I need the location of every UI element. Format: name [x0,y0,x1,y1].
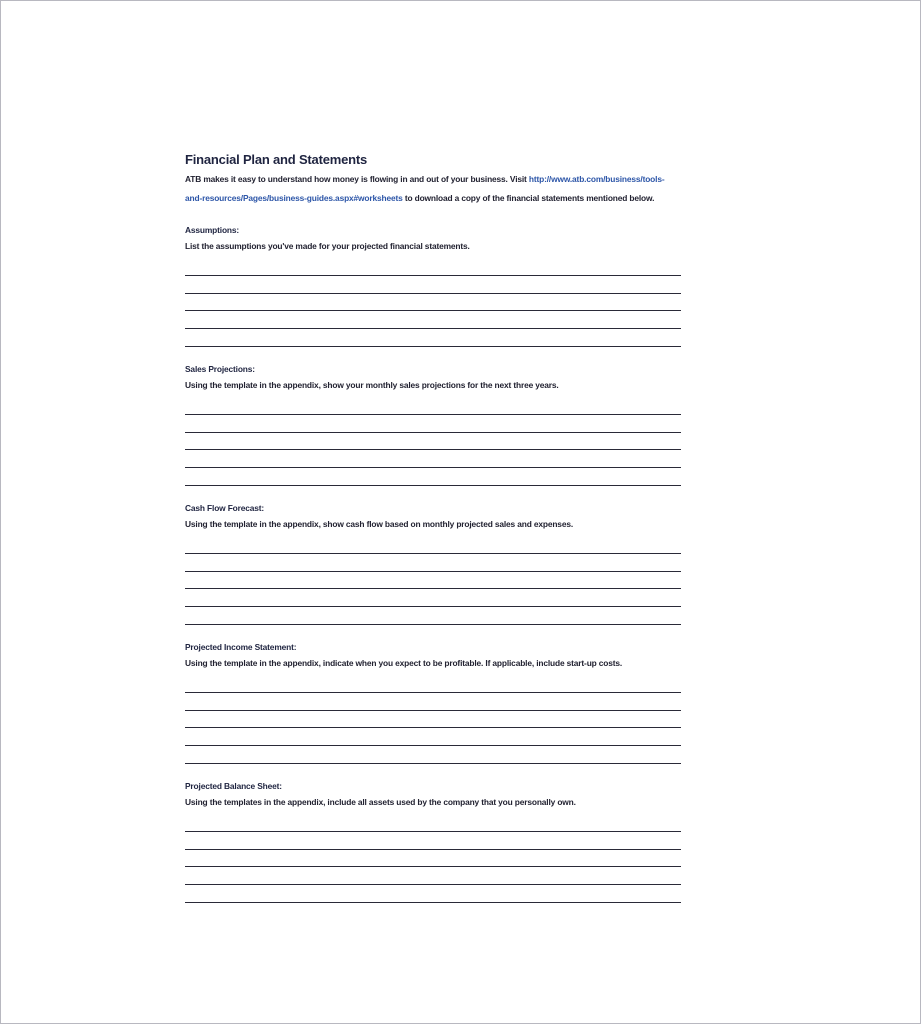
section-heading: Cash Flow Forecast: [185,502,265,513]
answer-line[interactable] [185,468,681,486]
answer-line[interactable] [185,746,681,764]
answer-line[interactable] [185,607,681,625]
answer-line[interactable] [185,276,681,294]
answer-line[interactable] [185,397,681,415]
section-cash-flow-forecast [185,500,681,625]
answer-line[interactable] [185,311,681,329]
answer-line[interactable] [185,711,681,729]
answer-line[interactable] [185,572,681,590]
answer-line[interactable] [185,433,681,451]
section-description: List the assumptions you've made for your projected financial statements. [185,241,470,251]
section-description: Using the template in the appendix, show cash flow based on monthly projected sales and expenses. [185,518,574,529]
answer-line[interactable] [185,536,681,554]
section-projected-balance-sheet [185,778,681,903]
answer-line[interactable] [185,832,681,850]
section-description: Using the template in the appendix, indicate when you expect to be profitable. If applicable, include start-up costs. [185,657,623,668]
answer-line[interactable] [185,850,681,868]
section-heading: Projected Income Statement: [185,641,297,652]
answer-lines[interactable] [185,536,681,625]
answer-lines[interactable] [185,258,681,347]
answer-line[interactable] [185,329,681,347]
answer-line[interactable] [185,814,681,832]
answer-line[interactable] [185,450,681,468]
answer-line[interactable] [185,294,681,312]
section-description: Using the template in the appendix, show your monthly sales projections for the next three years. [185,379,559,390]
page-title: Financial Plan and Statements [185,152,368,167]
answer-line[interactable] [185,415,681,433]
answer-lines[interactable] [185,814,681,903]
answer-lines[interactable] [185,675,681,764]
answer-line[interactable] [185,675,681,693]
section-heading: Sales Projections: [185,363,255,374]
section-heading: Assumptions: [185,225,240,235]
answer-line[interactable] [185,554,681,572]
answer-lines[interactable] [185,397,681,486]
section-sales-projections [185,361,681,486]
answer-line[interactable] [185,589,681,607]
answer-line[interactable] [185,728,681,746]
section-assumptions [185,222,681,347]
answer-line[interactable] [185,693,681,711]
worksheets-link[interactable]: http://www.atb.com/business/tools-and-resources/Pages/business-guides.aspx#worksheets [185,174,665,203]
section-projected-income-statement [185,639,681,764]
intro-text-before-link: ATB makes it easy to understand how money is flowing in and out of your business. Visit [185,174,529,184]
document-content [185,152,681,903]
section-description: Using the templates in the appendix, include all assets used by the company that you personally own. [185,796,576,807]
answer-line[interactable] [185,867,681,885]
intro-text-after-link: to download a copy of the financial statements mentioned below. [402,193,655,203]
section-heading: Projected Balance Sheet: [185,780,282,791]
answer-line[interactable] [185,258,681,276]
intro-paragraph [185,170,681,208]
answer-line[interactable] [185,885,681,903]
